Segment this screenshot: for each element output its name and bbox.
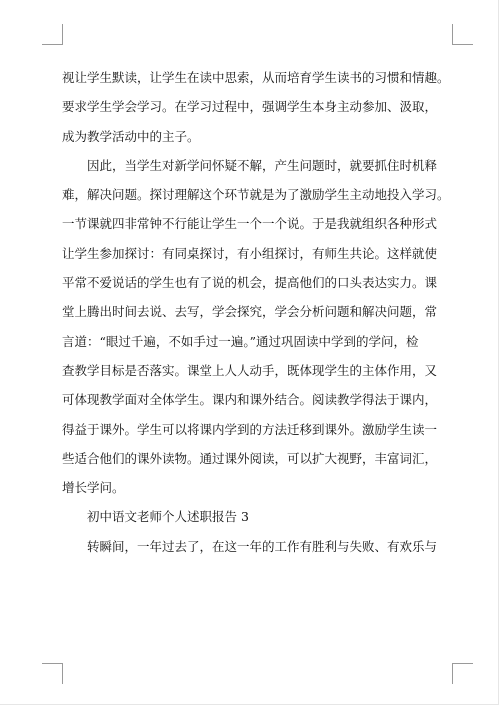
crop-mark-top-left <box>42 24 63 45</box>
text-line: 查教学目标是否落实。课堂上人人动手，既体现学生的主体作用，又 <box>62 362 438 378</box>
text-line: 让学生参加探讨：有同桌探讨，有小组探讨，有师生共论。这样就使 <box>62 245 438 261</box>
crop-mark-bottom-right <box>452 663 473 684</box>
text-line: 增长学问。 <box>62 480 125 496</box>
paragraph-first-line: 因此，当学生对新学问怀疑不解，产生问题时，就要抓住时机释 <box>87 157 438 173</box>
text-line: 一节课就四非常钟不行能让学生一个一个说。于是我就组织各种形式 <box>62 216 438 232</box>
text-line: 可体现教学面对全体学生。课内和课外结合。阅读教学得法于课内， <box>62 392 438 408</box>
text-line: 得益于课外。学生可以将课内学到的方法迁移到课外。激励学生读一 <box>62 421 438 437</box>
text-line: 视让学生默读，让学生在读中思索，从而培育学生读书的习惯和情趣。 <box>62 70 450 85</box>
text-line: 难，解决问题。探讨理解这个环节就是为了激励学生主动地投入学习。 <box>62 187 450 203</box>
text-line: 些适合他们的课外读物。通过课外阅读，可以扩大视野，丰富词汇， <box>62 450 438 466</box>
text-line: 言道：“眼过千遍，不如手过一遍。”通过巩固读中学到的学问，检 <box>62 333 419 349</box>
text-line: 堂上腾出时间去说、去写，学会探究，学会分析问题和解决问题，常 <box>62 304 438 320</box>
crop-mark-top-right <box>452 24 473 45</box>
text-line: 要求学生学会学习。在学习过程中，强调学生本身主动参加、汲取， <box>62 99 438 115</box>
paragraph-first-line: 转瞬间，一年过去了，在这一年的工作有胜利与失败、有欢乐与 <box>87 538 438 554</box>
text-line: 成为教学活动中的主子。 <box>62 128 200 144</box>
section-heading: 初中语文老师个人述职报告 3 <box>87 509 249 525</box>
document-body <box>62 63 450 561</box>
crop-mark-bottom-left <box>42 663 63 684</box>
text-line: 平常不爱说话的学生也有了说的机会，提高他们的口头表达实力。课 <box>62 275 438 291</box>
